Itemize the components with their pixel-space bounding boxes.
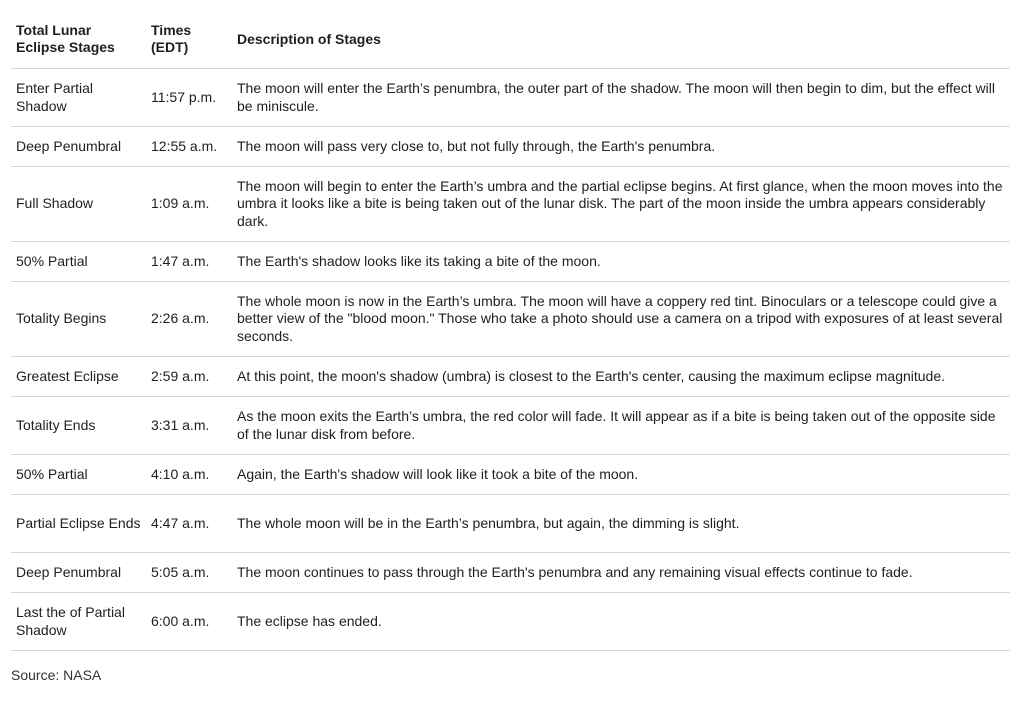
stage-cell: Greatest Eclipse <box>11 357 146 397</box>
table-row <box>11 553 1010 593</box>
time-cell: 3:31 a.m. <box>146 397 232 455</box>
table-row <box>11 282 1010 357</box>
table-row <box>11 242 1010 282</box>
description-cell: As the moon exits the Earth’s umbra, the red color will fade. It will appear as if a bite is being taken out of the opposite side of the lunar disk from before. <box>232 397 1010 455</box>
description-cell: The whole moon will be in the Earth’s penumbra, but again, the dimming is slight. <box>232 495 1010 553</box>
eclipse-stages-container <box>11 14 1010 684</box>
time-cell: 11:57 p.m. <box>146 69 232 127</box>
description-cell: The Earth's shadow looks like its taking a bite of the moon. <box>232 242 1010 282</box>
time-cell: 5:05 a.m. <box>146 553 232 593</box>
stage-cell: Last the of Partial Shadow <box>11 593 146 651</box>
header-stage: Total Lunar Eclipse Stages <box>11 14 146 69</box>
description-cell: The whole moon is now in the Earth’s umbra. The moon will have a coppery red tint. Binoculars or a telescope could give a better view of the "blood moon." Those who take a photo should use a camera on a tripod with exposures of at least several seconds. <box>232 282 1010 357</box>
description-cell: The moon continues to pass through the Earth's penumbra and any remaining visual effects continue to fade. <box>232 553 1010 593</box>
table-row <box>11 167 1010 242</box>
stage-cell: Totality Ends <box>11 397 146 455</box>
time-cell: 6:00 a.m. <box>146 593 232 651</box>
table-row <box>11 495 1010 553</box>
description-cell: At this point, the moon's shadow (umbra) is closest to the Earth's center, causing the maximum eclipse magnitude. <box>232 357 1010 397</box>
source-note: Source: NASA <box>11 667 102 683</box>
table-row <box>11 593 1010 651</box>
stage-cell: Enter Partial Shadow <box>11 69 146 127</box>
eclipse-stages-table <box>11 14 1010 651</box>
header-time: Times (EDT) <box>146 14 232 69</box>
time-cell: 4:10 a.m. <box>146 455 232 495</box>
table-row <box>11 397 1010 455</box>
stage-cell: Deep Penumbral <box>11 127 146 167</box>
time-cell: 2:59 a.m. <box>146 357 232 397</box>
table-row <box>11 455 1010 495</box>
table-row <box>11 69 1010 127</box>
stage-cell: Deep Penumbral <box>11 553 146 593</box>
stage-cell: 50% Partial <box>11 455 146 495</box>
stage-cell: 50% Partial <box>11 242 146 282</box>
stage-cell: Totality Begins <box>11 282 146 357</box>
time-cell: 2:26 a.m. <box>146 282 232 357</box>
time-cell: 4:47 a.m. <box>146 495 232 553</box>
table-header-row <box>11 14 1010 69</box>
description-cell: Again, the Earth's shadow will look like it took a bite of the moon. <box>232 455 1010 495</box>
time-cell: 1:09 a.m. <box>146 167 232 242</box>
stage-cell: Full Shadow <box>11 167 146 242</box>
description-cell: The moon will pass very close to, but not fully through, the Earth's penumbra. <box>232 127 1010 167</box>
description-cell: The moon will begin to enter the Earth’s umbra and the partial eclipse begins. At first glance, when the moon moves into the umbra it looks like a bite is being taken out of the lunar disk. The part of the moon inside the umbra appears considerably dark. <box>232 167 1010 242</box>
table-row <box>11 127 1010 167</box>
time-cell: 12:55 a.m. <box>146 127 232 167</box>
description-cell: The moon will enter the Earth’s penumbra, the outer part of the shadow. The moon will then begin to dim, but the effect will be miniscule. <box>232 69 1010 127</box>
description-cell: The eclipse has ended. <box>232 593 1010 651</box>
stage-cell: Partial Eclipse Ends <box>11 495 146 553</box>
header-description: Description of Stages <box>232 14 1010 69</box>
time-cell: 1:47 a.m. <box>146 242 232 282</box>
table-row <box>11 357 1010 397</box>
